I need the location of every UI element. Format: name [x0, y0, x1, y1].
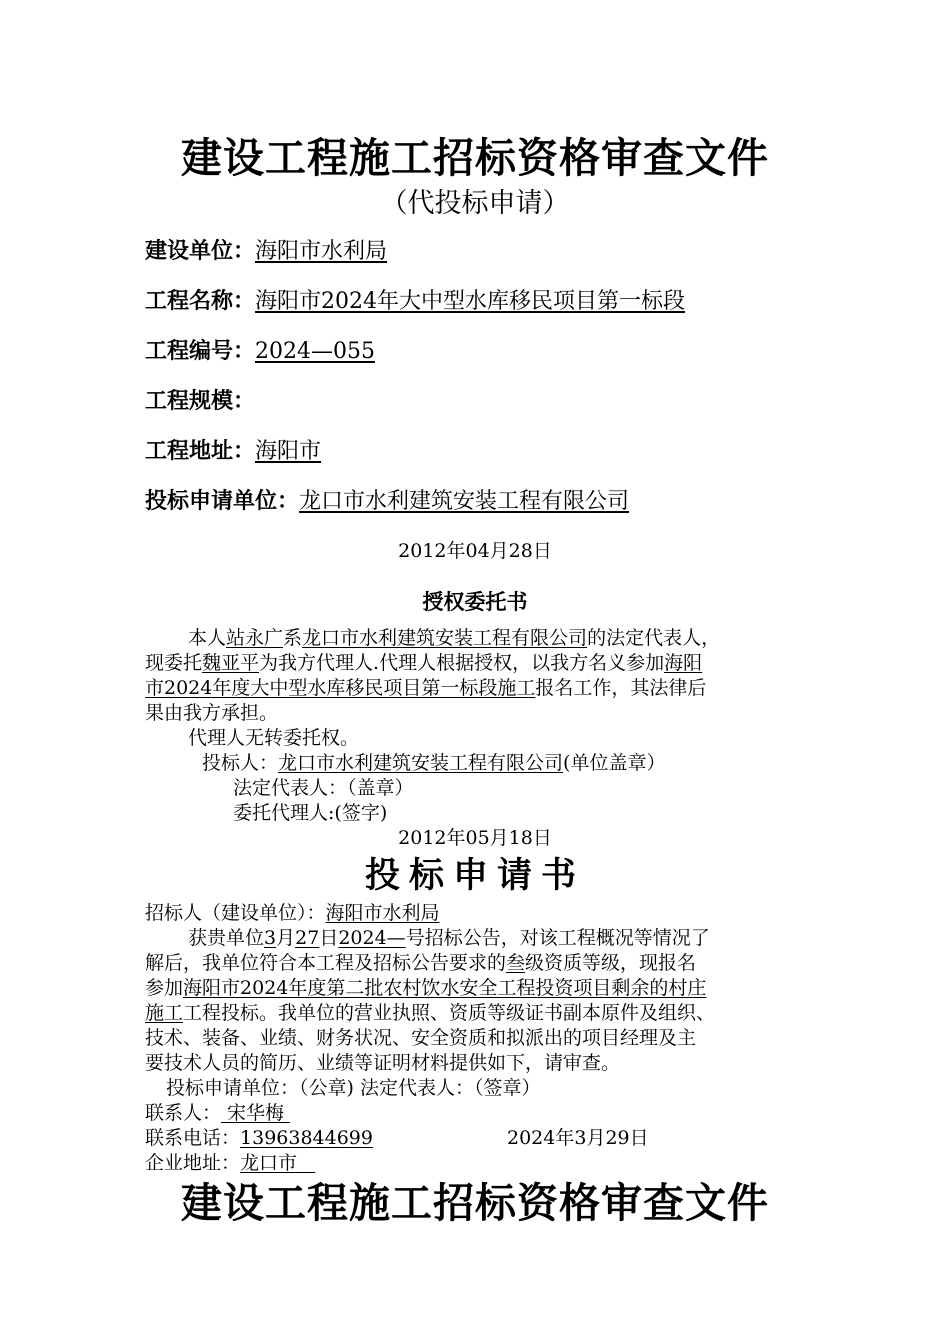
field-value: 海阳市2024年大中型水库移民项目第一标段: [255, 289, 686, 314]
field-project-number: [145, 334, 375, 365]
authorization-line-2: 现委托魏亚平为我方代理人.代理人根据授权，以我方名义参加海阳: [145, 652, 703, 674]
application-line-6: 要技术人员的简历、业绩等证明材料提供如下，请审查。: [145, 1052, 621, 1074]
field-project-address: [145, 434, 321, 465]
field-label: 工程地址：: [145, 439, 256, 464]
field-applicant: [145, 484, 629, 515]
application-line-5: 技术、装备、业绩、财务状况、安全资质和拟派出的项目经理及主: [145, 1027, 697, 1049]
field-project-scale: [145, 384, 255, 415]
authorization-line-4: 果由我方承担。: [145, 702, 279, 724]
field-label: 工程规模：: [145, 389, 256, 414]
field-value: 海阳市水利局: [255, 239, 388, 264]
application-phone: 联系电话：13963844699: [145, 1127, 373, 1149]
application-date: 2024年3月29日: [507, 1127, 649, 1149]
field-value: 龙口市水利建筑安装工程有限公司: [299, 489, 630, 514]
application-line-1: 获贵单位3月27日2024—号招标公告，对该工程概况等情况了: [188, 927, 710, 949]
footer-title: 建设工程施工招标资格审查文件: [181, 1179, 769, 1227]
field-label: 工程编号：: [145, 339, 256, 364]
application-line-4: 施工工程投标。我单位的营业执照、资质等级证书副本原件及组织、: [145, 1002, 716, 1024]
authorization-line-3: 市2024年度大中型水库移民项目第一标段施工报名工作，其法律后: [145, 677, 707, 699]
field-construction-unit: [145, 234, 387, 265]
authorization-agent-sign: 委托代理人:(签字): [233, 802, 388, 824]
application-line-2: 解后，我单位符合本工程及招标公告要求的叁级资质等级，现报名: [145, 952, 697, 974]
document-subtitle: （代投标申请）: [380, 188, 570, 219]
authorization-heading: 授权委托书: [422, 590, 528, 614]
application-applicant-line: 投标申请单位：（公章) 法定代表人：（签章）: [166, 1077, 541, 1099]
authorization-date: 2012年05月18日: [398, 827, 552, 849]
authorization-line-1: 本人站永广系龙口市水利建筑安装工程有限公司的法定代表人，: [188, 627, 721, 649]
application-address: 企业地址：龙口市: [145, 1152, 316, 1174]
field-project-name: [145, 284, 685, 315]
application-tenderer: 招标人（建设单位）：海阳市水利局: [145, 902, 440, 924]
application-line-3: 参加海阳市2024年度第二批农村饮水安全工程投资项目剩余的村庄: [145, 977, 707, 999]
application-contact: 联系人： 宋华梅: [145, 1102, 291, 1124]
field-value: 2024—055: [255, 339, 375, 364]
application-title: 投标申请书: [364, 856, 585, 896]
authorization-legal-rep: 法定代表人：（盖章）: [233, 777, 414, 799]
field-value: 海阳市: [255, 439, 322, 464]
authorization-no-transfer: 代理人无转委托权。: [188, 727, 360, 749]
field-label: 建设单位：: [145, 239, 256, 264]
field-label: 工程名称：: [145, 289, 256, 314]
document-title: 建设工程施工招标资格审查文件: [181, 134, 769, 182]
authorization-bidder: 投标人：龙口市水利建筑安装工程有限公司(单位盖章）: [202, 752, 666, 774]
cover-date: 2012年04月28日: [398, 540, 552, 562]
field-label: 投标申请单位：: [145, 489, 300, 514]
